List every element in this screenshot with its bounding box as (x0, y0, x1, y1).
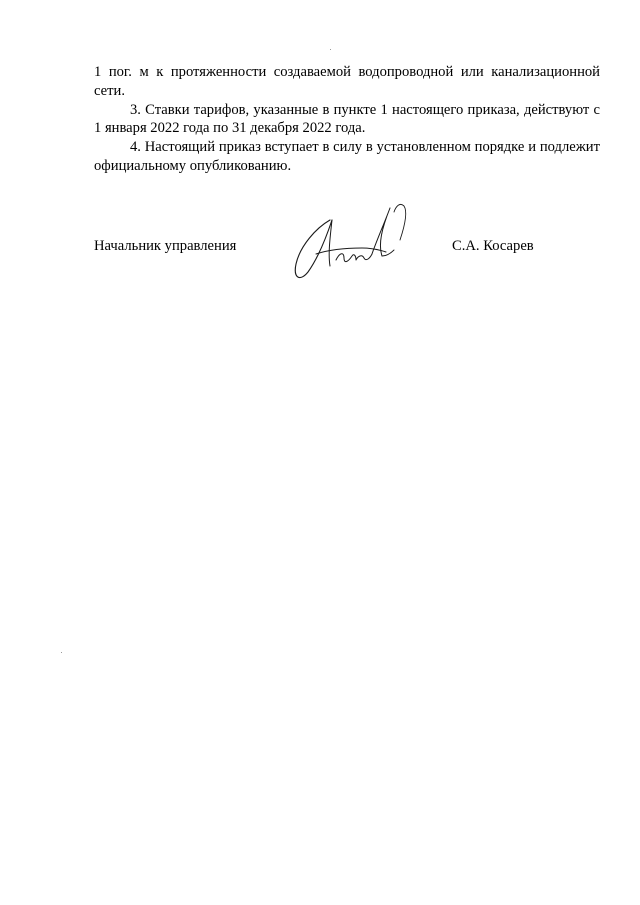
signatory-position: Начальник управления (94, 238, 237, 254)
body-text (94, 63, 600, 176)
paragraph-item-4: 4. Настоящий приказ вступает в силу в установленном порядке и подлежит официальному опубликованию. (94, 139, 600, 174)
paragraph-item-3: 3. Ставки тарифов, указанные в пункте 1 настоящего приказа, действуют с 1 января 2022 года по 31 декабря 2022 года. (94, 101, 600, 137)
scan-speck (61, 652, 62, 653)
signatory-name: С.А. Косарев (452, 238, 534, 254)
scan-speck (330, 49, 331, 50)
handwritten-signature (286, 198, 416, 288)
paragraph-continuation: 1 пог. м к протяженности создаваемой водопроводной или канализационной сети. (94, 64, 600, 99)
